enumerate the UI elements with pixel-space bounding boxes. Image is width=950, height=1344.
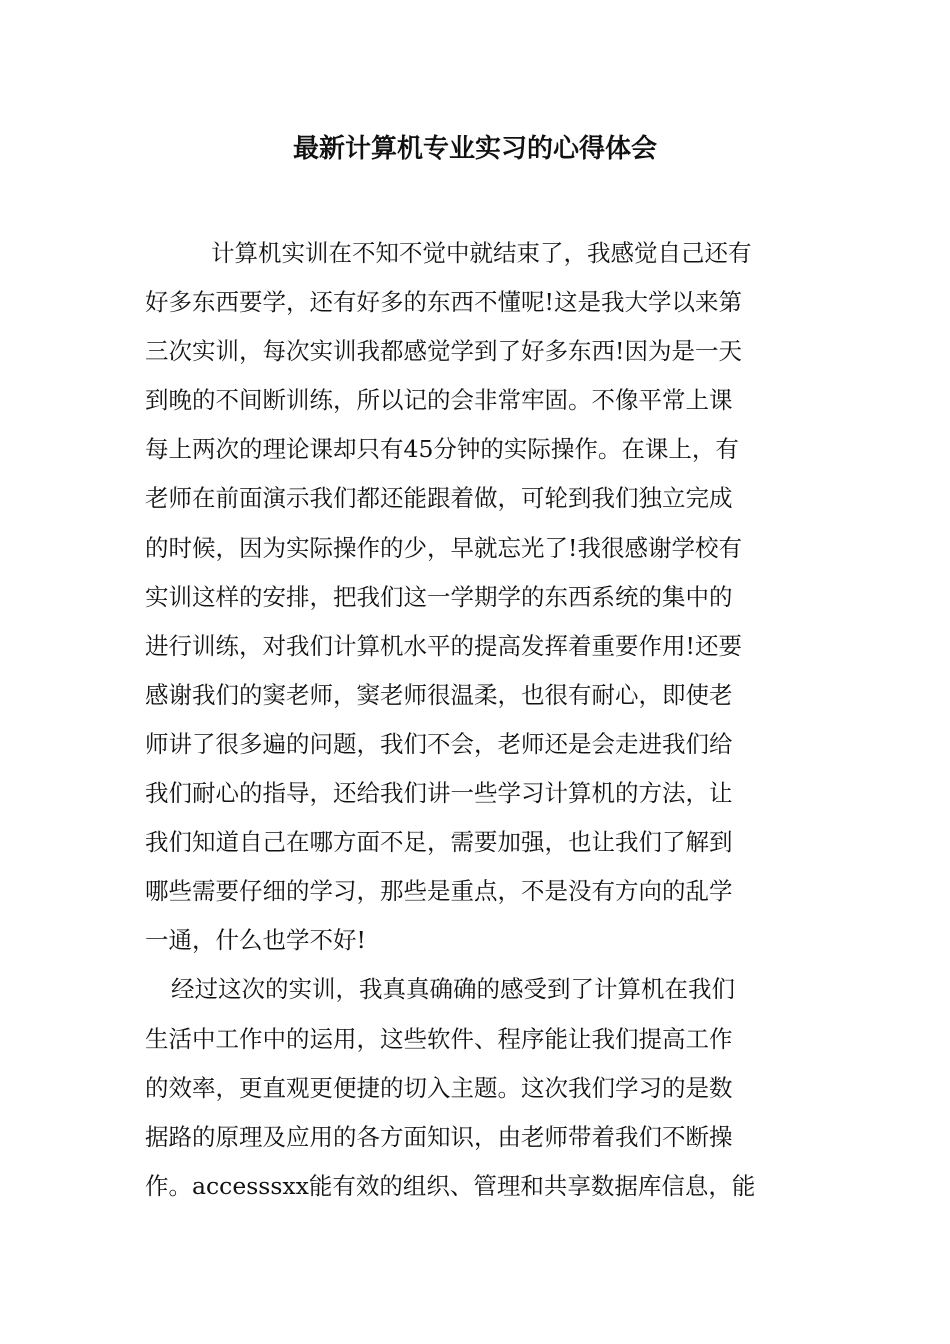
paragraph-1-line: 一通，什么也学不好! (145, 926, 366, 955)
paragraph-1-line: 老师在前面演示我们都还能跟着做，可轮到我们独立完成 (145, 484, 733, 513)
paragraph-1-line: 三次实训，每次实训我都感觉学到了好多东西!因为是一天 (145, 337, 742, 366)
document-title: 最新计算机专业实习的心得体会 (292, 134, 657, 164)
paragraph-2-line: 的效率，更直观更便捷的切入主题。这次我们学习的是数 (145, 1073, 733, 1102)
paragraph-1-line: 哪些需要仔细的学习，那些是重点，不是没有方向的乱学 (145, 877, 733, 906)
paragraph-2-line: 据路的原理及应用的各方面知识，由老师带着我们不断操 (145, 1122, 733, 1151)
paragraph-2-line: 生活中工作中的运用，这些软件、程序能让我们提高工作 (145, 1024, 733, 1053)
paragraph-1-line: 好多东西要学，还有好多的东西不懂呢!这是我大学以来第 (145, 288, 742, 317)
paragraph-2-line: 经过这次的实训，我真真确确的感受到了计算机在我们 (171, 975, 735, 1004)
paragraph-1-line: 我们耐心的指导，还给我们讲一些学习计算机的方法，让 (145, 779, 733, 808)
paragraph-1-line: 进行训练，对我们计算机水平的提高发挥着重要作用!还要 (145, 631, 742, 660)
paragraph-2-line: 作。accesssxx能有效的组织、管理和共享数据库信息，能 (145, 1171, 756, 1200)
paragraph-1-line: 实训这样的安排，把我们这一学期学的东西系统的集中的 (145, 582, 733, 611)
paragraph-1-line: 感谢我们的窦老师，窦老师很温柔，也很有耐心，即使老 (145, 680, 733, 709)
paragraph-1-line: 计算机实训在不知不觉中就结束了，我感觉自己还有 (211, 239, 752, 267)
paragraph-1-line: 师讲了很多遍的问题，我们不会，老师还是会走进我们给 (145, 729, 733, 758)
paragraph-1-line: 我们知道自己在哪方面不足，需要加强，也让我们了解到 (145, 828, 733, 857)
paragraph-1-line: 到晚的不间断训练，所以记的会非常牢固。不像平常上课 (145, 386, 733, 415)
paragraph-1-line: 的时候，因为实际操作的少，早就忘光了!我很感谢学校有 (145, 533, 742, 562)
paragraph-1-line: 每上两次的理论课却只有45分钟的实际操作。在课上，有 (145, 435, 739, 464)
document-body (145, 229, 805, 1211)
